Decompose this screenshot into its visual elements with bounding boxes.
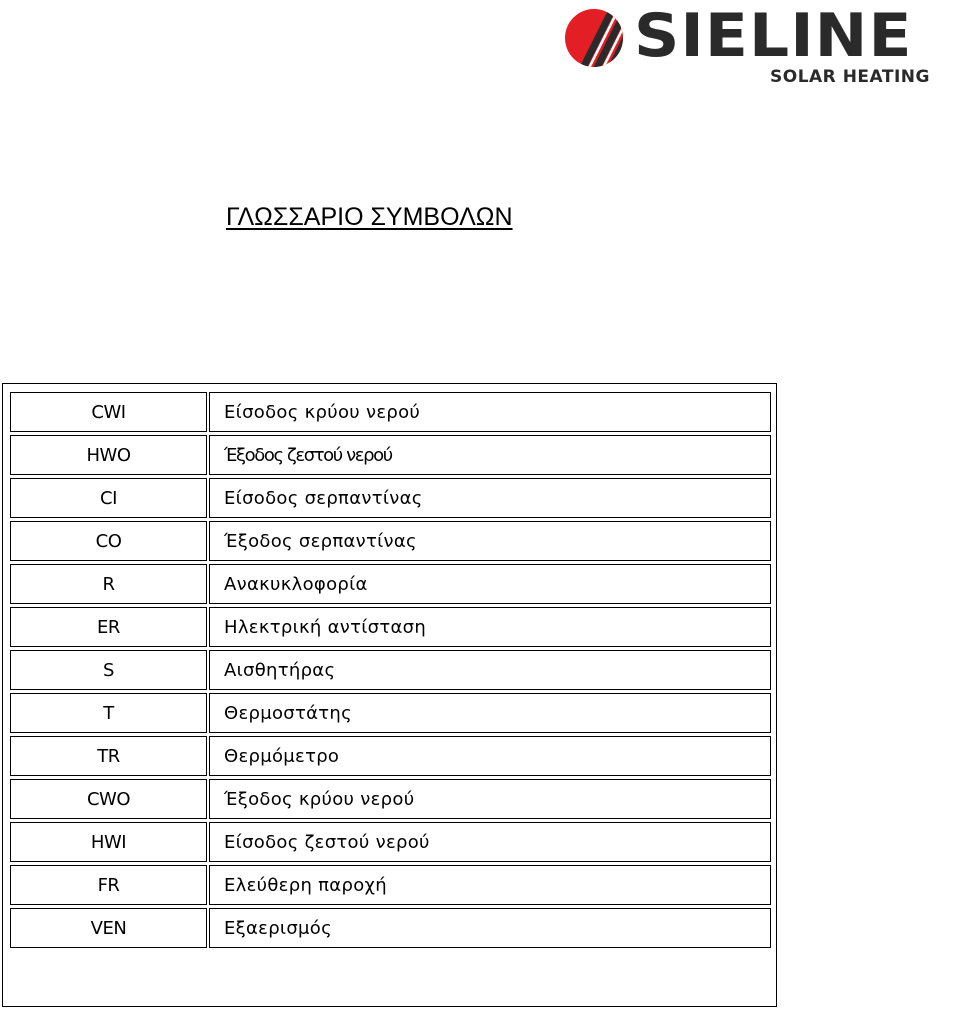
glossary-table-frame [2,383,777,1007]
glossary-row [10,392,771,432]
symbol-description: Θερμόμετρο [209,736,771,776]
glossary-row [10,478,771,518]
symbol-description: Ανακυκλοφορία [209,564,771,604]
symbol-description: Έξοδος ζεστού νερού [209,435,771,475]
brand-name: SIELINE [634,1,913,71]
page-title: ΓΛΩΣΣΑΡΙΟ ΣΥΜΒΟΛΩΝ [226,203,513,231]
glossary-row [10,564,771,604]
symbol-code: CO [10,521,207,561]
glossary-row [10,607,771,647]
brand-logo [564,1,954,88]
symbol-code: HWI [10,822,207,862]
symbol-description: Αισθητήρας [209,650,771,690]
glossary-row [10,779,771,819]
sieline-emblem-icon [564,8,624,68]
symbol-code: R [10,564,207,604]
glossary-row [10,693,771,733]
symbol-code: CI [10,478,207,518]
glossary-row [10,435,771,475]
glossary-table [8,389,773,951]
glossary-row [10,822,771,862]
symbol-description: Ηλεκτρική αντίσταση [209,607,771,647]
glossary-table-body [10,392,771,948]
glossary-row [10,865,771,905]
symbol-code: T [10,693,207,733]
symbol-code: VEN [10,908,207,948]
symbol-code: CWI [10,392,207,432]
glossary-row [10,736,771,776]
glossary-row [10,908,771,948]
symbol-code: FR [10,865,207,905]
symbol-description: Ελεύθερη παροχή [209,865,771,905]
symbol-code: TR [10,736,207,776]
symbol-code: CWO [10,779,207,819]
symbol-code: HWO [10,435,207,475]
symbol-description: Έξοδος σερπαντίνας [209,521,771,561]
symbol-code: ER [10,607,207,647]
glossary-row [10,650,771,690]
symbol-code: S [10,650,207,690]
symbol-description: Εξαερισμός [209,908,771,948]
symbol-description: Έξοδος κρύου νερού [209,779,771,819]
symbol-description: Θερμοστάτης [209,693,771,733]
brand-tagline: SOLAR HEATING [770,67,930,87]
symbol-description: Είσοδος ζεστού νερού [209,822,771,862]
symbol-description: Είσοδος κρύου νερού [209,392,771,432]
glossary-row [10,521,771,561]
symbol-description: Είσοδος σερπαντίνας [209,478,771,518]
